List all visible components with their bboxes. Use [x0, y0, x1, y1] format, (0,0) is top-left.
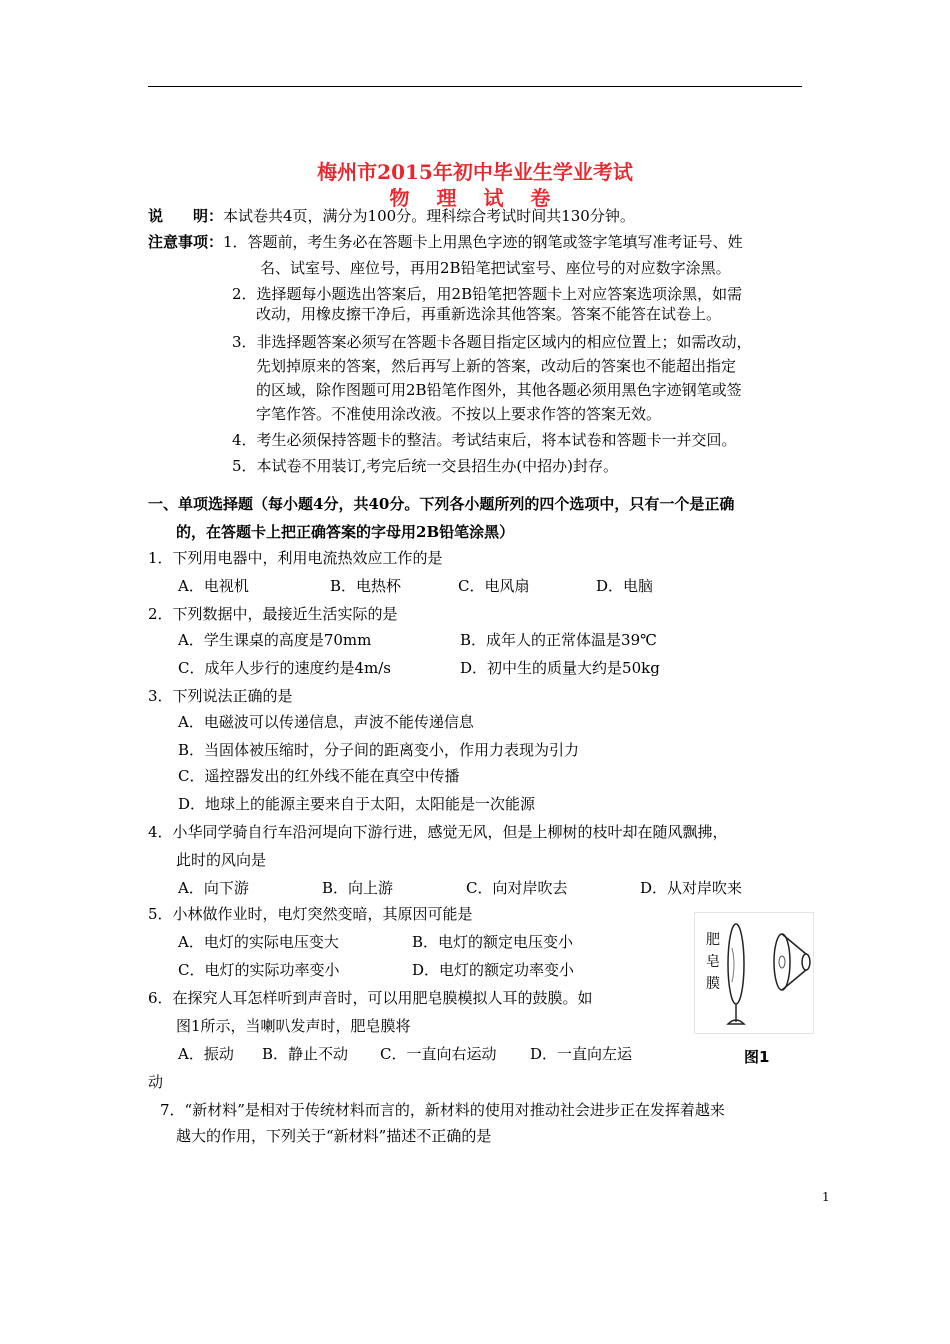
figure-label-char-2: 皂 [706, 954, 720, 970]
q6-stem-line-2: 图1所示，当喇叭发声时，肥皂膜将 [176, 1017, 411, 1035]
q4-stem-line-1: 4．小华同学骑自行车沿河堤向下游行进，感觉无风，但是上柳树的枝叶却在随风飘拂， [148, 823, 728, 841]
notice-item-2a: 2．选择题每小题选出答案后，用2B铅笔把答题卡上对应答案选项涂黑，如需 [232, 285, 743, 303]
notice-item-1b: 名、试室号、座位号，再用2B铅笔把试室号、座位号的对应数字涂黑。 [260, 259, 731, 277]
figure-1-soap-film-speaker [694, 912, 814, 1034]
q6-stem-line-1: 6．在探究人耳怎样听到声音时，可以用肥皂膜模拟人耳的鼓膜。如 [148, 989, 593, 1007]
notice-label: 注意事项： [148, 233, 224, 251]
q3-option-c: C．遥控器发出的红外线不能在真空中传播 [178, 767, 460, 785]
q2-options-row-1 [178, 630, 657, 650]
notice-item-3b: 先划掉原来的答案，然后再写上新的答案，改动后的答案也不能超出指定 [256, 357, 737, 375]
q4-stem-line-2: 此时的风向是 [176, 851, 267, 869]
q5-option-d: D．电灯的额定功率变小 [412, 961, 575, 979]
section-heading-line-2: 的，在答题卡上把正确答案的字母用2B铅笔涂黑） [176, 523, 515, 541]
notice-item-3a: 3．非选择题答案必须写在答题卡各题目指定区域内的相应位置上；如需改动， [232, 333, 752, 351]
q5-option-c: C．电灯的实际功率变小 [178, 961, 340, 979]
q3-stem: 3．下列说法正确的是 [148, 687, 293, 705]
exam-subtitle: 物 理 试 卷 [389, 186, 561, 210]
q3-option-b: B．当固体被压缩时，分子间的距离变小，作用力表现为引力 [178, 741, 580, 759]
q2-option-a: A．学生课桌的高度是70mm [178, 631, 372, 649]
q5-options-row-2 [178, 960, 574, 980]
explain-line [148, 206, 635, 226]
q6-option-d-wrap: 动 [148, 1073, 164, 1091]
q2-options-row-2 [178, 658, 660, 678]
q2-option-b: B．成年人的正常体温是39℃ [460, 631, 657, 649]
q4-option-c: C．向对岸吹去 [466, 879, 568, 897]
q3-option-a: A．电磁波可以传递信息，声波不能传递信息 [178, 713, 474, 731]
notice-item-4: 4．考生必须保持答题卡的整洁。考试结束后，将本试卷和答题卡一并交回。 [232, 431, 737, 449]
header-rule [148, 86, 802, 87]
page-number: 1 [822, 1190, 830, 1204]
q1-options [178, 576, 653, 596]
notice-item-1a: 1．答题前，考生务必在答题卡上用黑色字迹的钢笔或签字笔填写准考证号、姓 [223, 233, 743, 251]
figure-1-caption: 图1 [744, 1048, 770, 1066]
q2-option-d: D．初中生的质量大约是50kg [460, 659, 660, 677]
notice-item-3d: 字笔作答。不准使用涂改液。不按以上要求作答的答案无效。 [256, 405, 662, 423]
exam-title: 梅州市2015年初中毕业生学业考试 [317, 160, 633, 184]
q5-options-row-1 [178, 932, 573, 952]
q1-option-d: D．电脑 [596, 577, 654, 595]
q6-option-a: A．振动 [178, 1045, 234, 1063]
notice-line-1 [148, 232, 743, 252]
q5-option-b: B．电灯的额定电压变小 [412, 933, 574, 951]
q2-option-c: C．成年人步行的速度约是4m/s [178, 659, 391, 677]
figure-border [695, 913, 814, 1034]
q1-stem: 1．下列用电器中，利用电流热效应工作的是 [148, 549, 443, 567]
q7-stem-line-2: 越大的作用，下列关于“新材料”描述不正确的是 [176, 1127, 492, 1145]
notice-item-2b: 改动，用橡皮擦干净后，再重新选涂其他答案。答案不能答在试卷上。 [256, 305, 722, 323]
q5-option-a: A．电灯的实际电压变大 [178, 933, 339, 951]
explain-label: 说 明： [148, 207, 224, 225]
notice-item-5: 5．本试卷不用装订,考完后统一交县招生办(中招办)封存。 [232, 457, 619, 475]
q6-option-b: B．静止不动 [262, 1045, 349, 1063]
section-heading-line-1: 一、单项选择题（每小题4分，共40分。下列各小题所列的四个选项中，只有一个是正确 [148, 495, 735, 513]
q4-option-a: A．向下游 [178, 879, 249, 897]
q5-stem: 5．小林做作业时，电灯突然变暗，其原因可能是 [148, 905, 473, 923]
q1-option-c: C．电风扇 [458, 577, 530, 595]
q4-options [178, 878, 742, 898]
explain-text: 本试卷共4页，满分为100分。理科综合考试时间共130分钟。 [223, 207, 635, 225]
notice-item-3c: 的区域，除作图题可用2B铅笔作图外，其他各题必须用黑色字迹钢笔或签 [256, 381, 742, 399]
q6-options [178, 1044, 632, 1064]
q6-option-c: C．一直向右运动 [380, 1045, 497, 1063]
q3-option-d: D．地球上的能源主要来自于太阳，太阳能是一次能源 [178, 795, 536, 813]
q1-option-a: A．电视机 [178, 577, 249, 595]
q6-option-d: D．一直向左运 [530, 1045, 633, 1063]
q4-option-b: B．向上游 [322, 879, 394, 897]
q4-option-d: D．从对岸吹来 [640, 879, 743, 897]
figure-label-char-1: 肥 [706, 932, 720, 948]
figure-label-char-3: 膜 [706, 976, 720, 992]
q1-option-b: B．电热杯 [330, 577, 402, 595]
q2-stem: 2．下列数据中，最接近生活实际的是 [148, 605, 398, 623]
q7-stem-line-1: 7．“新材料”是相对于传统材料而言的，新材料的使用对推动社会进步正在发挥着越来 [160, 1101, 725, 1119]
